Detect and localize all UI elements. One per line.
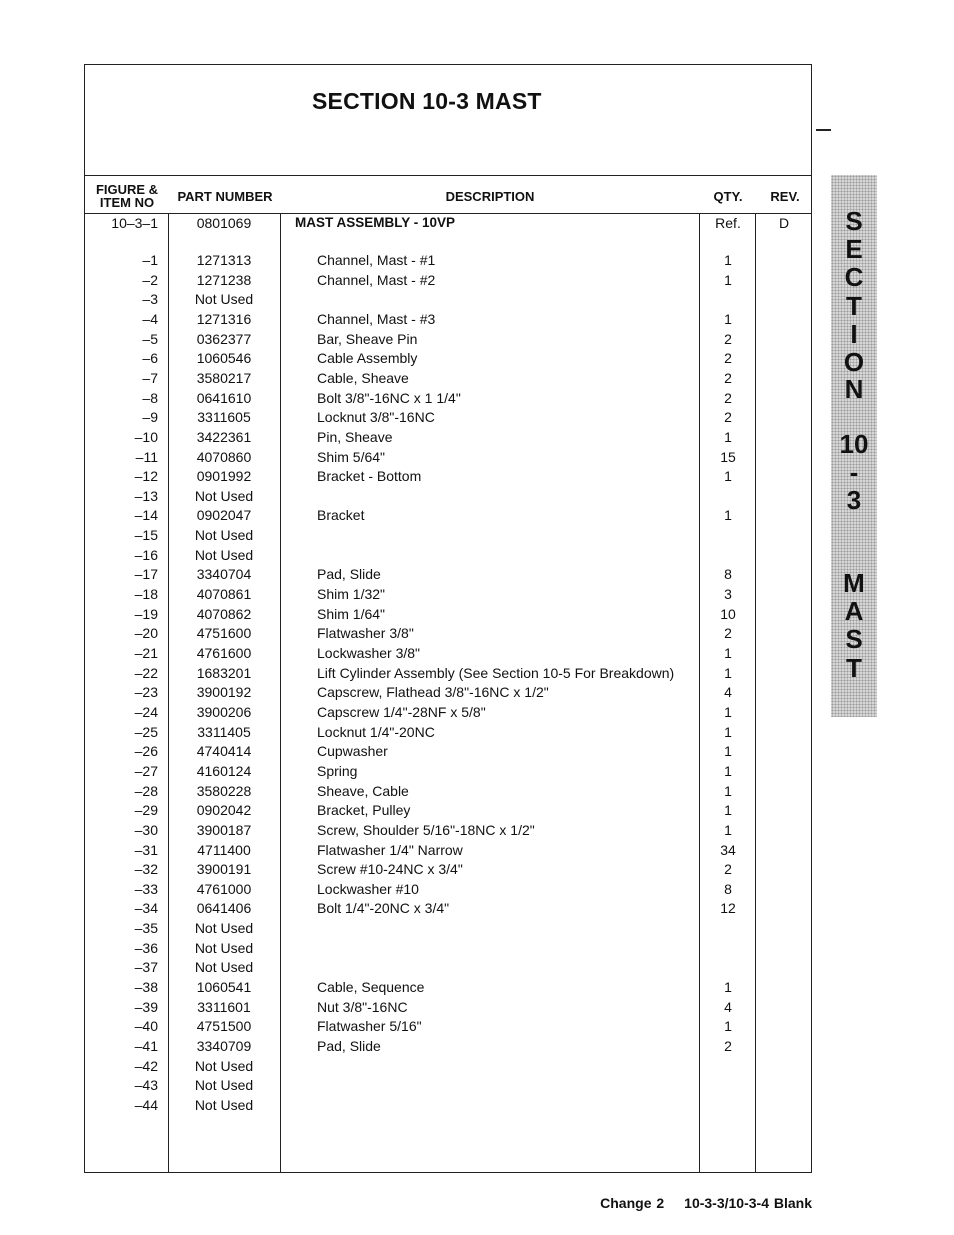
quantity: 2 bbox=[724, 330, 732, 347]
table-row bbox=[0, 741, 954, 761]
quantity: 8 bbox=[724, 880, 732, 897]
footer-change: Change 2 bbox=[600, 1195, 665, 1211]
part-number: Not Used bbox=[194, 939, 254, 956]
part-number: Not Used bbox=[194, 527, 254, 544]
quantity: 2 bbox=[724, 1038, 732, 1054]
item-number: –22 bbox=[134, 664, 158, 681]
item-number: –21 bbox=[134, 645, 158, 661]
part-number: Not Used bbox=[194, 291, 254, 308]
table-row bbox=[0, 289, 954, 309]
part-number: 4070862 bbox=[196, 605, 252, 622]
table-row bbox=[0, 213, 954, 233]
item-number: –4 bbox=[142, 310, 158, 327]
table-row bbox=[0, 604, 954, 624]
part-number: 1060541 bbox=[196, 979, 252, 996]
description: Screw #10-24NC x 3/4" bbox=[317, 861, 463, 878]
description: Channel, Mast - #3 bbox=[317, 310, 436, 327]
table-row bbox=[0, 466, 954, 486]
side-tab-letter: I bbox=[850, 319, 858, 349]
description: Locknut 3/8"-16NC bbox=[317, 409, 435, 426]
description: Flatwasher 5/16" bbox=[317, 1018, 422, 1035]
header-description: DESCRIPTION bbox=[445, 189, 535, 204]
side-tab-letter: T bbox=[846, 653, 862, 683]
quantity: 4 bbox=[724, 998, 732, 1015]
header-qty: QTY. bbox=[713, 189, 743, 204]
item-number: –41 bbox=[134, 1038, 158, 1054]
item-number: –25 bbox=[134, 723, 158, 740]
table-row bbox=[0, 486, 954, 506]
page-title: SECTION 10-3 MAST bbox=[312, 88, 542, 114]
quantity: 15 bbox=[720, 448, 736, 465]
quantity: 1 bbox=[724, 703, 732, 720]
part-number: Not Used bbox=[194, 1096, 254, 1113]
quantity: 1 bbox=[724, 723, 732, 740]
part-number: 4070861 bbox=[196, 586, 252, 603]
item-number: 10–3–1 bbox=[111, 215, 158, 231]
table-row bbox=[0, 938, 954, 958]
item-number: –32 bbox=[134, 861, 158, 878]
quantity: 1 bbox=[724, 802, 732, 819]
description: Channel, Mast - #1 bbox=[317, 252, 436, 268]
quantity: 1 bbox=[724, 271, 732, 288]
part-number: Not Used bbox=[194, 1057, 254, 1074]
table-row bbox=[0, 545, 954, 565]
item-number: –43 bbox=[134, 1077, 158, 1094]
description: Cable, Sheave bbox=[317, 369, 409, 386]
description: Spring bbox=[317, 762, 358, 779]
item-number: –26 bbox=[134, 743, 158, 760]
side-tab-letter: C bbox=[844, 262, 864, 292]
description: Cupwasher bbox=[317, 743, 388, 760]
description: Nut 3/8"-16NC bbox=[317, 998, 408, 1015]
quantity: 1 bbox=[724, 979, 732, 996]
margin-tick-mark bbox=[816, 129, 831, 131]
section-side-tab bbox=[831, 175, 877, 717]
table-row bbox=[0, 270, 954, 290]
item-number: –29 bbox=[134, 802, 158, 819]
table-row bbox=[0, 584, 954, 604]
table-row bbox=[0, 859, 954, 879]
revision: D bbox=[778, 215, 790, 231]
quantity: 10 bbox=[720, 605, 736, 622]
part-number: 0641406 bbox=[196, 900, 252, 917]
part-number: 1271238 bbox=[196, 271, 252, 288]
part-number: 4761600 bbox=[196, 645, 252, 661]
part-number: 1271313 bbox=[196, 252, 252, 268]
table-row bbox=[0, 898, 954, 918]
table-row bbox=[0, 918, 954, 938]
table-row bbox=[0, 977, 954, 997]
quantity: 1 bbox=[724, 428, 732, 445]
part-number: 3900191 bbox=[196, 861, 252, 878]
table-row bbox=[0, 623, 954, 643]
description: Shim 1/64" bbox=[317, 605, 386, 622]
part-number: 4761000 bbox=[196, 880, 252, 897]
table-row bbox=[0, 761, 954, 781]
description: Screw, Shoulder 5/16"-18NC x 1/2" bbox=[317, 821, 535, 838]
side-tab-letter: T bbox=[846, 291, 862, 321]
item-number: –19 bbox=[134, 605, 158, 622]
side-tab-letter: O bbox=[843, 347, 865, 377]
quantity: 1 bbox=[724, 821, 732, 838]
table-row bbox=[0, 663, 954, 683]
description: Channel, Mast - #2 bbox=[317, 271, 436, 288]
table-row bbox=[0, 800, 954, 820]
item-number: –35 bbox=[134, 920, 158, 937]
item-number: –18 bbox=[134, 586, 158, 603]
part-number: 0641610 bbox=[196, 389, 252, 406]
part-number: 3900192 bbox=[196, 684, 252, 701]
side-tab-letter: 3 bbox=[846, 485, 862, 515]
side-tab-letter: E bbox=[845, 234, 863, 264]
description: Bolt 3/8"-16NC x 1 1/4" bbox=[317, 389, 461, 406]
item-number: –38 bbox=[134, 979, 158, 996]
part-number: Not Used bbox=[194, 487, 254, 504]
description: Sheave, Cable bbox=[317, 782, 409, 799]
table-row bbox=[0, 329, 954, 349]
quantity: 1 bbox=[724, 1018, 732, 1035]
table-row bbox=[0, 250, 954, 270]
item-number: –5 bbox=[142, 330, 158, 347]
item-number: –31 bbox=[134, 841, 158, 858]
item-number: –23 bbox=[134, 684, 158, 701]
description: Capscrew 1/4"-28NF x 5/8" bbox=[317, 703, 486, 720]
quantity: 12 bbox=[720, 900, 736, 917]
part-number: 3340709 bbox=[196, 1038, 252, 1054]
quantity: 1 bbox=[724, 664, 732, 681]
part-number: 1060546 bbox=[196, 350, 252, 367]
part-number: 3580228 bbox=[196, 782, 252, 799]
part-number: 3900206 bbox=[196, 703, 252, 720]
description: Pin, Sheave bbox=[317, 428, 393, 445]
table-row bbox=[0, 348, 954, 368]
table-row bbox=[0, 957, 954, 977]
item-number: –12 bbox=[134, 468, 158, 485]
table-row bbox=[0, 702, 954, 722]
description: Bracket bbox=[317, 507, 365, 524]
part-number: 3580217 bbox=[196, 369, 252, 386]
table-row bbox=[0, 781, 954, 801]
side-tab-letter: - bbox=[849, 457, 859, 487]
item-number: –15 bbox=[134, 527, 158, 544]
side-tab-letter: M bbox=[843, 568, 865, 598]
table-row bbox=[0, 722, 954, 742]
item-number: –44 bbox=[134, 1096, 158, 1113]
table-row bbox=[0, 820, 954, 840]
item-number: –13 bbox=[134, 487, 158, 504]
side-tab-letter: S bbox=[845, 206, 863, 236]
table-row bbox=[0, 564, 954, 584]
description: Flatwasher 1/4" Narrow bbox=[317, 841, 463, 858]
part-number: 3900187 bbox=[196, 821, 252, 838]
side-tab-letter: 10 bbox=[839, 429, 869, 459]
part-number: 4751600 bbox=[196, 625, 252, 642]
part-number: 4711400 bbox=[197, 841, 251, 858]
part-number: Not Used bbox=[194, 1077, 254, 1094]
quantity: 2 bbox=[724, 350, 732, 367]
item-number: –10 bbox=[134, 428, 158, 445]
description: Shim 1/32" bbox=[317, 586, 386, 603]
table-row bbox=[0, 505, 954, 525]
item-number: –16 bbox=[134, 546, 158, 563]
item-number: –8 bbox=[142, 389, 158, 406]
part-number: 4751500 bbox=[196, 1018, 252, 1035]
table-row bbox=[0, 643, 954, 663]
part-number: 4070860 bbox=[196, 448, 252, 465]
part-number: 0902042 bbox=[196, 802, 252, 819]
table-row bbox=[0, 388, 954, 408]
description: Locknut 1/4"-20NC bbox=[317, 723, 435, 740]
part-number: Not Used bbox=[194, 959, 254, 976]
quantity: 1 bbox=[724, 782, 732, 799]
table-row bbox=[0, 879, 954, 899]
part-number: Not Used bbox=[194, 546, 254, 563]
quantity: 1 bbox=[724, 507, 732, 524]
quantity: 8 bbox=[724, 566, 732, 583]
table-row bbox=[0, 427, 954, 447]
header-rev: REV. bbox=[770, 189, 800, 204]
table-row bbox=[0, 1016, 954, 1036]
quantity: 1 bbox=[724, 468, 732, 485]
description: Cable Assembly bbox=[317, 350, 418, 367]
item-number: –11 bbox=[135, 448, 158, 465]
item-number: –7 bbox=[142, 369, 158, 386]
item-number: –34 bbox=[134, 900, 158, 917]
table-row bbox=[0, 368, 954, 388]
quantity: 1 bbox=[724, 762, 732, 779]
quantity: 2 bbox=[724, 625, 732, 642]
table-row bbox=[0, 840, 954, 860]
table-row bbox=[0, 447, 954, 467]
description: Pad, Slide bbox=[317, 566, 381, 583]
part-number: 3311605 bbox=[197, 409, 251, 426]
item-number: –24 bbox=[134, 703, 158, 720]
part-number: 0901992 bbox=[196, 468, 252, 485]
item-number: –14 bbox=[134, 507, 158, 524]
part-number: 3422361 bbox=[196, 428, 252, 445]
header-figure-item-line1: FIGURE & bbox=[95, 182, 159, 197]
item-number: –9 bbox=[142, 409, 158, 426]
description: MAST ASSEMBLY - 10VP bbox=[295, 215, 456, 230]
table-row bbox=[0, 1036, 954, 1056]
description: Lockwasher #10 bbox=[317, 880, 419, 897]
quantity: 2 bbox=[724, 409, 732, 426]
page-footer bbox=[600, 1195, 812, 1211]
description: Pad, Slide bbox=[317, 1038, 381, 1054]
part-number: 3311405 bbox=[197, 723, 251, 740]
item-number: –20 bbox=[134, 625, 158, 642]
quantity: 1 bbox=[724, 743, 732, 760]
quantity: 3 bbox=[724, 586, 732, 603]
item-number: –39 bbox=[134, 998, 158, 1015]
description: Capscrew, Flathead 3/8"-16NC x 1/2" bbox=[317, 684, 549, 701]
description: Cable, Sequence bbox=[317, 979, 425, 996]
side-tab-letter: N bbox=[844, 374, 864, 404]
table-row bbox=[0, 997, 954, 1017]
item-number: –1 bbox=[142, 252, 158, 268]
item-number: –6 bbox=[142, 350, 158, 367]
part-number: 4160124 bbox=[196, 762, 252, 779]
part-number: 1683201 bbox=[196, 664, 252, 681]
side-tab-letter: A bbox=[844, 596, 864, 626]
part-number: 4740414 bbox=[196, 743, 252, 760]
header-part-number: PART NUMBER bbox=[177, 189, 273, 204]
item-number: –28 bbox=[134, 782, 158, 799]
table-row bbox=[0, 1075, 954, 1095]
part-number: 3340704 bbox=[196, 566, 252, 583]
quantity: 2 bbox=[724, 861, 732, 878]
description: Flatwasher 3/8" bbox=[317, 625, 414, 642]
item-number: –3 bbox=[142, 291, 158, 308]
item-number: –40 bbox=[134, 1018, 158, 1035]
description: Bolt 1/4"-20NC x 3/4" bbox=[317, 900, 450, 917]
description: Lockwasher 3/8" bbox=[317, 645, 421, 661]
part-number: 0902047 bbox=[196, 507, 252, 524]
part-number: Not Used bbox=[194, 920, 254, 937]
table-row bbox=[0, 525, 954, 545]
table-row bbox=[0, 1095, 954, 1115]
quantity: 1 bbox=[724, 310, 732, 327]
table-row bbox=[0, 309, 954, 329]
item-number: –30 bbox=[134, 821, 158, 838]
footer-page-number: 10-3-3/10-3-4 Blank bbox=[684, 1195, 812, 1211]
side-tab-letter: S bbox=[845, 624, 863, 654]
item-number: –17 bbox=[134, 566, 158, 583]
quantity: Ref. bbox=[715, 215, 741, 231]
quantity: 1 bbox=[724, 252, 732, 268]
item-number: –37 bbox=[134, 959, 158, 976]
item-number: –33 bbox=[134, 880, 158, 897]
description: Bar, Sheave Pin bbox=[317, 330, 418, 347]
item-number: –27 bbox=[134, 762, 158, 779]
header-figure-item-line2: ITEM NO bbox=[99, 195, 155, 210]
quantity: 2 bbox=[724, 389, 732, 406]
quantity: 4 bbox=[724, 684, 732, 701]
quantity: 34 bbox=[720, 841, 736, 858]
item-number: –2 bbox=[142, 271, 158, 288]
part-number: 0801069 bbox=[196, 215, 252, 231]
description: Lift Cylinder Assembly (See Section 10-5 For Breakdown) bbox=[317, 664, 675, 681]
item-number: –36 bbox=[134, 939, 158, 956]
table-row bbox=[0, 407, 954, 427]
description: Bracket - Bottom bbox=[317, 468, 422, 485]
part-number: 0362377 bbox=[196, 330, 252, 347]
table-row bbox=[0, 1056, 954, 1076]
quantity: 2 bbox=[724, 369, 732, 386]
table-row bbox=[0, 682, 954, 702]
description: Shim 5/64" bbox=[317, 448, 386, 465]
quantity: 1 bbox=[724, 645, 732, 661]
part-number: 3311601 bbox=[197, 998, 251, 1015]
description: Bracket, Pulley bbox=[317, 802, 411, 819]
item-number: –42 bbox=[134, 1057, 158, 1074]
part-number: 1271316 bbox=[196, 310, 252, 327]
